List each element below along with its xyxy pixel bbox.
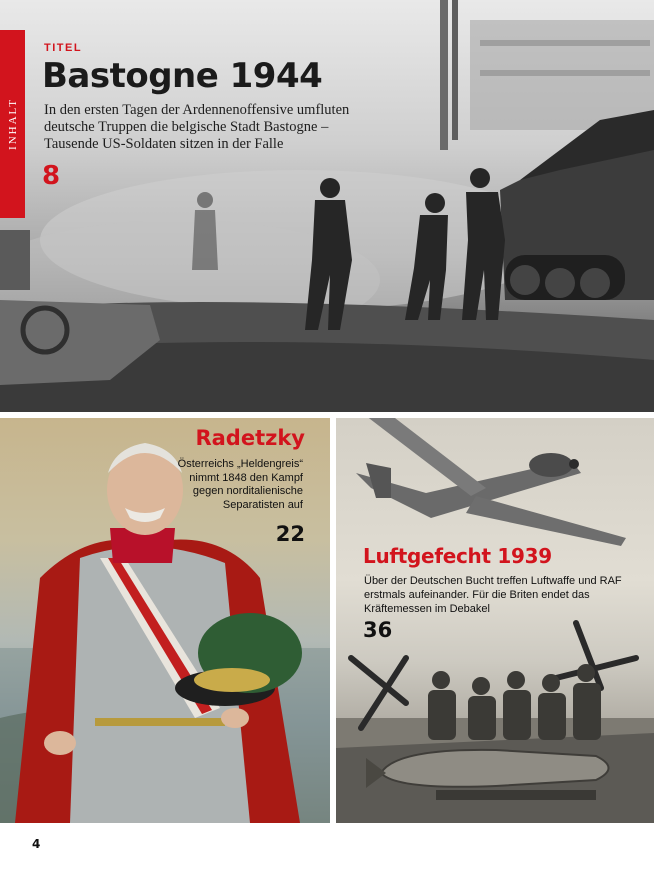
luftgefecht-teaser: Über der Deutschen Bucht treffen Luftwaffe und RAF erstmals aufeinander. Für die Briten endet das Kräftemessen im Debakel xyxy=(364,575,622,615)
radetzky-panel[interactable] xyxy=(0,418,330,823)
radetzky-teaser: Österreichs „Heldengreis“ nimmt 1848 den Kampf gegen norditalienische Separatisten auf xyxy=(177,458,303,511)
radetzky-page-number[interactable]: 22 xyxy=(275,522,305,546)
radetzky-title[interactable]: Radetzky xyxy=(195,426,305,450)
luftgefecht-page-number[interactable]: 36 xyxy=(363,618,393,642)
feature-page-number[interactable]: 8 xyxy=(42,161,61,191)
feature-teaser: In den ersten Tagen der Ardennenoffensive umfluten deutsche Truppen die belgische Stadt Bastogne – Tausende US-Soldaten sitzen in der Falle xyxy=(44,102,350,152)
feature-photo-panel[interactable] xyxy=(0,0,654,412)
feature-kicker: TITEL xyxy=(44,42,83,54)
luftgefecht-title[interactable]: Luftgefecht 1939 xyxy=(363,544,552,568)
section-tab-label: INHALT xyxy=(6,98,19,150)
feature-title[interactable]: Bastogne 1944 xyxy=(42,56,323,96)
page-folio: 4 xyxy=(32,837,41,851)
luftgefecht-panel[interactable] xyxy=(336,418,654,823)
section-tab xyxy=(0,30,25,218)
